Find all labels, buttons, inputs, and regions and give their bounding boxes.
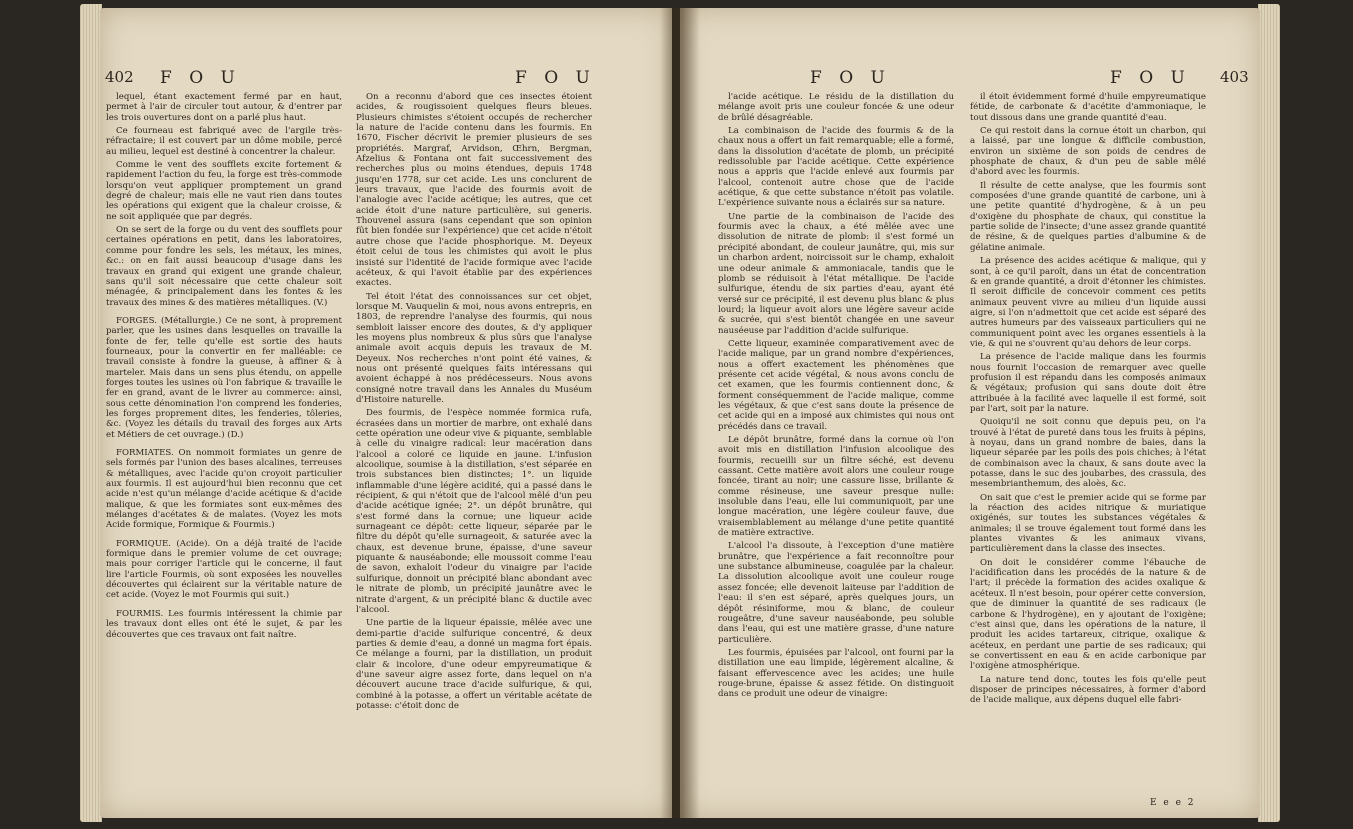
right-page-column-2 [970,92,1206,709]
paragraph: Ce qui restoit dans la cornue étoit un charbon, qui a laissé, par une longue & difficile combustion, environ un sixième de son poids de cendres de phosphate de chaux, & d'un peu de sable mêlé d'abord avec les fourmis. [970,126,1206,178]
running-head-word: F O U [810,68,891,88]
left-page-column-1 [106,92,342,643]
paragraph: lequel, étant exactement fermé par en haut, permet à l'air de circuler tout autour, & d'entrer par les trois ouvertures dont on a parlé plus haut. [106,92,342,123]
left-page-column-2 [356,92,592,714]
paragraph: Ce fourneau est fabriqué avec de l'argile très-réfractaire; il est couvert par un dôme mobile, percé au milieu, lequel est destiné à concentrer la chaleur. [106,126,342,157]
paragraph: Tel étoit l'état des connoissances sur cet objet, lorsque M. Vauquelin & moi, nous avons entrepris, en 1803, de reprendre l'analyse des fourmis, qui nous sembloit laisser encore des doutes, & d'y appliquer les moyens plus nombreux & plus sûrs que l'analyse animale avoit acquis depuis les travaux de M. Deyeux. Nos recherches n'ont point été vaines, & nous ont présenté quelques faits intéressans qui avoient échappé à nos prédécesseurs. Nous avons consigné notre travail dans les Annales du Muséum d'Histoire naturelle. [356,291,592,405]
page-number: 403 [1220,68,1249,86]
paragraph: On a reconnu d'abord que ces insectes étoient acides, & rougissoient quelques fleurs bleues. Plusieurs chimistes s'étoient occupés de rechercher la nature de l'acide contenu dans les fourmis. En 1670, Fischer décrivit le premier plusieurs de ses propriétés. Margraf, Arvidson, Œhrn, Bergman, Afzelius & Fontana ont fait successivement des recherches plus ou moins étendues, depuis 1748 jusqu'en 1778, sur cet acide. Les uns conclurent de leurs travaux, que l'acide des fourmis avoit de l'analogie avec l'acide acétique; les autres, que cet acide étoit d'une nature particulière, sui generis. Thouvenel assura (sans cependant que son opinion fût bien fondée sur l'expérience) que cet acide n'étoit autre chose que l'acide phosphorique. M. Deyeux étoit celui de tous les chimistes qui avoit le plus insisté sur l'identité de l'acide formique avec l'acide acéteux, & qui l'avoit établie par des expériences exactes. [356,92,592,289]
paragraph: Il résulte de cette analyse, que les fourmis sont composées d'une grande quantité de carbone, uni à une petite quantité d'hydrogène, & à un peu d'oxigène du phosphate de chaux, qui constitue la partie solide de l'insecte; d'une assez grande quantité de résine, & de quelques parties d'albumine & de gélatine animale. [970,180,1206,253]
running-head-right-page [680,68,1260,92]
paragraph: Quoiqu'il ne soit connu que depuis peu, on l'a trouvé à l'état de pureté dans tous les fruits à pépins, à noyau, dans un grand nombre de baies, dans la liqueur séparée par les poils des pois chiches; à l'état de combinaison avec la chaux, & sans doute avec la potasse, dans le suc des joubarbes, des crassula, des mesembrianthemum, des aloès, &c. [970,417,1206,490]
right-page-column-1 [718,92,954,703]
paragraph: Comme le vent des soufflets excite fortement & rapidement l'action du feu, la forge est très-commode lorsqu'on veut appliquer promptement un grand degré de chaleur; mais elle ne vaut rien dans toutes les opérations qui exigent que la chaleur croisse, & ne soit appliquée que par degrés. [106,160,342,222]
open-book [100,8,1260,818]
paragraph: Le dépôt brunâtre, formé dans la cornue où l'on avoit mis en distillation l'infusion alcoolique des fourmis, recueilli sur un filtre séché, est devenu cassant. Cette matière avoit alors une couleur rouge foncée, tirant au noir; une cassure lisse, brillante & comme résineuse, une saveur presque nulle: insoluble dans l'eau, elle lui communiquoit, par une longue macération, une légère couleur fauve, due vraisemblablement au mélange d'une petite quantité de matière extractive. [718,435,954,539]
paragraph: Une partie de la liqueur épaissie, mêlée avec une demi-partie d'acide sulfurique concentré, & deux parties & demie d'eau, a donné un magma fort épais. Ce mélange a fourni, par la distillation, un produit clair & incolore, d'une odeur empyreumatique & d'une saveur aigre assez forte, dans lequel on n'a découvert aucune trace d'acide sulfurique, & qui, combiné à la potasse, a offert un véritable acétate de potasse: c'étoit donc de [356,618,592,711]
page-edges-right [1258,4,1280,822]
paragraph: La présence de l'acide malique dans les fourmis nous fournit l'occasion de remarquer avec quelle profusion il est répandu dans les composés animaux & végétaux; profusion qui sans doute doit être attribuée à la facilité avec laquelle il est formé, soit par l'art, soit par la nature. [970,352,1206,414]
paragraph: On doit le considérer comme l'ébauche de l'acidification dans les procédés de la nature & de l'art; il précède la formation des acides oxalique & acéteux. Il n'est besoin, pour opérer cette conversion, que de diminuer la quantité de ses radicaux (le carbone & l'hydrogène), en y ajoutant de l'oxigène; c'est ainsi que, dans les opérations de la nature, il produit les acides tartareux, citrique, oxalique & acéteux, en perdant une partie de ses radicaux; qui se convertissent en eau & en acide carbonique par l'oxigène atmosphérique. [970,557,1206,672]
paragraph: On sait que c'est le premier acide qui se forme par la réaction des acides nitrique & muriatique oxigénés, sur toutes les substances végétales & animales; il se trouve également tout formé dans les plantes vivantes & les animaux vivans, particulièrement dans la classe des insectes. [970,492,1206,555]
signature-mark: E e e 2 [1150,798,1196,808]
running-head-left-page [100,68,672,92]
entry-forges: FORGES. (Métallurgie.) Ce ne sont, à proprement parler, que les usines dans lesquelles on travaille la fonte de fer, telle qu'elle est sortie des hauts fourneaux, pour la convertir en fer malléable: ce travail consiste à fondre la gueuse, à affiner & à marteler. Mais dans un sens plus étendu, on appelle forges toutes les usines où l'on fabrique & travaille le fer en grand, avant de le livrer au commerce: ainsi, sous cette dénomination l'on comprend les fonderies, les forges proprement dites, les fenderies, tôleries, &c. (Voyez les détails du travail des forges aux Arts et Métiers de cet ouvrage.) (D.) [106,315,342,440]
paragraph: il étoit évidemment formé d'huile empyreumatique fétide, de carbonate & d'acétite d'ammoniaque, le tout dissous dans une grande quantité d'eau. [970,92,1206,123]
right-page [680,8,1260,818]
paragraph: l'acide acétique. Le résidu de la distillation du mélange avoit pris une couleur foncée & une odeur de brûlé désagréable. [718,92,954,123]
book-gutter [660,8,700,818]
paragraph: Cette liqueur, examinée comparativement avec de l'acide malique, par un grand nombre d'expériences, nous a offert exactement les phénomènes que présente cet acide végétal, & nous avons conclu de cet examen, que les fourmis contiennent donc, & forment conséquemment de l'acide malique, comme les végétaux, & que c'est sans doute la présence de cet acide qui en a imposé aux chimistes qui nous ont précédés dans ce travail. [718,338,954,432]
paragraph: Les fourmis, épuisées par l'alcool, ont fourni par la distillation une eau limpide, légèrement alcaline, & faisant effervescence avec les acides; une huile rouge-brune, épaisse & assez fétide. On distinguoit dans ce produit une odeur de vinaigre: [718,647,954,700]
running-head-word: F O U [515,68,596,88]
paragraph: La nature tend donc, toutes les fois qu'elle peut disposer de principes nécessaires, à former d'abord de l'acide malique, aux dépens duquel elle fabri- [970,674,1206,706]
paragraph: La combinaison de l'acide des fourmis & de la chaux nous a offert un fait remarquable; elle a formé, dans la dissolution d'acétate de plomb, un précipité redissoluble par l'acide acétique. Cette expérience nous a appris que l'acide enlevé aux fourmis par l'alcool, contenoit autre chose que de l'acide acétique, & que cette substance n'étoit pas volatile. L'expérience suivante nous a éclairés sur sa nature. [718,126,954,209]
page-edges-left [80,4,102,822]
running-head-word: F O U [1110,68,1191,88]
running-head-word: F O U [160,68,241,88]
left-page [100,8,672,818]
paragraph: Une partie de la combinaison de l'acide des fourmis avec la chaux, a été mêlée avec une dissolution de nitrate de plomb: il s'est formé un précipité abondant, de couleur jaunâtre, qui, mis sur un charbon ardent, noircissoit sur le champ, exhaloit une odeur animale & ammoniacale, tandis que le plomb se réduisoit à l'état métallique. De l'acide sulfurique, étendu de six parties d'eau, ayant été versé sur ce précipité, il est devenu plus blanc & plus lourd; la liqueur avoit alors une légère saveur acide & sucrée, qui s'est bientôt changée en une saveur nauséeuse par l'addition d'acide sulfurique. [718,211,954,336]
paragraph: L'alcool l'a dissoute, à l'exception d'une matière brunâtre, que l'expérience a fait reconnoître pour une substance albumineuse, coagulée par la chaleur. La dissolution alcoolique avoit une couleur rouge assez foncée; elle devenoit laiteuse par l'addition de l'eau: il s'en est séparé, après quelques jours, un dépôt résiniforme, mou & blanc, de couleur rougeâtre, d'une saveur nauséabonde, peu soluble dans l'eau, qui est une matière grasse, d'une nature particulière. [718,541,954,645]
entry-formiates: FORMIATES. On nommoit formiates un genre de sels formés par l'union des bases alcalines, terreuses & métalliques, avec l'acide qu'on croyoit particulier aux fourmis. Il est aujourd'hui bien reconnu que cet acide n'est qu'un mélange d'acide acétique & d'acide malique, & que les formiates sont eux-mêmes des mélanges d'acétates & de malates. (Voyez les mots Acide formique, Formique & Fourmis.) [106,448,342,531]
page-number: 402 [105,68,134,86]
entry-fourmis: FOURMIS. Les fourmis intéressent la chimie par les travaux dont elles ont été le sujet, & par les découvertes que ces travaux ont fait naître. [106,608,342,640]
paragraph: Des fourmis, de l'espèce nommée formica rufa, écrasées dans un mortier de marbre, ont exhalé dans cette opération une odeur vive & piquante, semblable à celle du vinaigre radical: leur macération dans l'alcool a coloré ce liquide en jaune. L'infusion alcoolique, soumise à la distillation, s'est séparée en trois substances bien distinctes; 1°. un liquide inflammable d'une légère acidité, qui a passé dans le récipient, & qui n'étoit que de l'alcool mêlé d'un peu d'acide acétique ignée; 2°. un dépôt brunâtre, qui s'est formé dans la cornue; une liqueur acide surnageant ce dépôt: cette liqueur, séparée par le filtre du dépôt qu'elle surnageoit, & saturée avec la chaux, est devenue brune, épaisse, d'une saveur piquante & nauséabonde; elle moussoit comme l'eau de savon, exhaloit l'odeur du vinaigre par l'acide sulfurique, donnoit un précipité blanc abondant avec le nitrate de plomb, un précipité jaunâtre avec le nitrate d'argent, & un précipité blanc & ductile avec l'alcool. [356,408,592,615]
paragraph: On se sert de la forge ou du vent des soufflets pour certaines opérations en petit, dans les laboratoires, comme pour fondre les sels, les métaux, les mines, &c.: on en fait aussi beaucoup d'usage dans les travaux en grand qui exigent une grande chaleur, sans qu'il soit nécessaire que cette chaleur soit ménagée, & principalement dans les fontes & les travaux des mines & des matières métalliques. (V.) [106,225,342,308]
paragraph: La présence des acides acétique & malique, qui y sont, à ce qu'il paroît, dans un état de concentration & en grande quantité, a droit d'étonner les chimistes. Il seroit difficile de concevoir comment ces petits animaux peuvent vivre au milieu d'un liquide aussi aigre, si l'on n'admettoit que cet acide est séparé des autres humeurs par des vaisseaux particuliers qui ne communiquent point avec les organes essentiels à la vie, & qui ne s'ouvrent qu'au dehors de leur corps. [970,256,1206,349]
entry-formique: FORMIQUE. (Acide). On a déjà traité de l'acide formique dans le premier volume de cet ouvrage; mais pour corriger l'article qui le concerne, il faut lire l'article Fourmis, où sont exposées les nouvelles découvertes qui éclairent sur la véritable nature de cet acide. (Voyez le mot Fourmis qui suit.) [106,538,342,601]
